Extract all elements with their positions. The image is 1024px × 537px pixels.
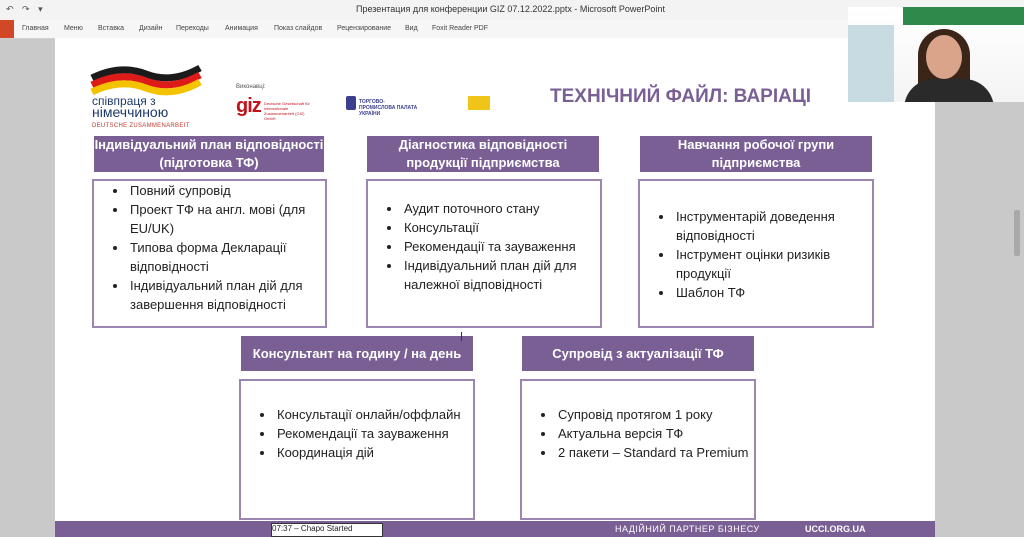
footer-partner-text: НАДІЙНИЙ ПАРТНЕР БІЗНЕСУ [615, 524, 760, 534]
card4-box [239, 379, 475, 520]
giz-logo: giz [236, 95, 261, 117]
file-tab[interactable] [0, 20, 14, 38]
mouse-cursor-icon [461, 332, 468, 341]
tab-view[interactable]: Вид [405, 25, 418, 32]
list-item: • Інструментарій доведення відповідності [674, 207, 872, 245]
card3-header [640, 136, 872, 172]
presenter-face [926, 35, 962, 79]
window-title: Презентация для конференции GIZ 07.12.2022.pptx - Microsoft PowerPoint [356, 4, 665, 14]
list-item: • Супровід протягом 1 року [556, 405, 754, 424]
webcam-overlay [848, 7, 1024, 102]
list-item: • Аудит поточного стану [402, 199, 600, 218]
list-item: • Координація дій [275, 443, 473, 462]
list-item: • Проект ТФ на англ. мові (для EU/UK) [128, 200, 325, 238]
card2-list [368, 199, 600, 294]
list-item: • Рекомендації та зауваження [275, 424, 473, 443]
footer-site-link[interactable]: UCCI.ORG.UA [805, 524, 866, 534]
card2-header [367, 136, 599, 172]
card1-list [94, 181, 325, 314]
card3-list [640, 207, 872, 302]
caption-box: 07:37 – Chapo Started [271, 523, 383, 537]
list-item: • Шаблон ТФ [674, 283, 872, 302]
tab-slideshow[interactable]: Показ слайдов [274, 25, 323, 32]
list-item: • Повний супровід [128, 181, 325, 200]
webcam-side-panel [848, 25, 894, 102]
card4-header [241, 336, 473, 371]
cooperation-logo-text [92, 96, 190, 132]
card4-header-text: Консультант на годину / на день [252, 345, 462, 361]
list-item: • Індивідуальний план дій для завершення відповідності [128, 276, 325, 314]
list-item: • Консультації онлайн/оффлайн [275, 405, 473, 424]
tab-design[interactable]: Дизайн [139, 25, 163, 32]
tab-review[interactable]: Рецензирование [337, 25, 392, 32]
quick-access-toolbar[interactable]: ↶ ↷ ▾ [6, 4, 46, 14]
tab-menu[interactable]: Меню [64, 25, 83, 32]
card5-box [520, 379, 756, 520]
tab-insert[interactable]: Вставка [98, 25, 125, 32]
coop-line2: німеччиною [92, 104, 169, 120]
partner-logo-icon [468, 96, 490, 110]
coop-sub: DEUTSCHE ZUSAMMENARBEIT [92, 123, 190, 129]
slide-title: ТЕХНІЧНИЙ ФАЙЛ: ВАРІАЦІ [550, 86, 811, 107]
coop-line1: співпраця з [92, 94, 156, 108]
german-flag-logo-icon [90, 62, 202, 98]
card1-header [94, 136, 324, 172]
card3-box [638, 179, 874, 328]
executors-label: Виконавці: [236, 84, 266, 90]
card5-header-text: Супровід з актуалізації ТФ [552, 345, 724, 361]
slide-footer [55, 521, 935, 537]
vertical-scrollbar[interactable] [1014, 210, 1020, 256]
card4-list [241, 405, 473, 462]
card5-list [522, 405, 754, 462]
list-item: • 2 пакети – Standard та Premium [556, 443, 754, 462]
list-item: • Інструмент оцінки ризиків продукції [674, 245, 872, 283]
card2-box [366, 179, 602, 328]
tab-animation[interactable]: Анимация [225, 25, 258, 32]
tab-foxit[interactable]: Foxit Reader PDF [432, 25, 489, 32]
card3-header-text: Навчання робочої групи підприємства [677, 137, 835, 170]
list-item: • Рекомендації та зауваження [402, 237, 600, 256]
card5-header [522, 336, 754, 371]
card1-box [92, 179, 327, 328]
list-item: • Актуальна версія ТФ [556, 424, 754, 443]
card1-header-text: Індивідуальний план відповідності (підготовка ТФ) [94, 137, 324, 170]
tab-transitions[interactable]: Переходы [176, 25, 209, 32]
list-item: • Типова форма Декларації відповідності [128, 238, 325, 276]
card2-header-text: Діагностика відповідності продукції підприємства [398, 137, 568, 170]
list-item: • Консультації [402, 218, 600, 237]
giz-logo-text: Deutsche Gesellschaft für Internationale Zusammenarbeit (GIZ) GmbH [264, 101, 310, 121]
tab-home[interactable]: Главная [22, 25, 49, 32]
list-item: • Індивідуальний план дій для належної відповідності [402, 256, 600, 294]
webcam-green-banner [903, 7, 1024, 25]
tpp-logo-icon [346, 96, 356, 110]
tpp-logo-text: ТОРГОВО-ПРОМИСЛОВА ПАЛАТА УКРАЇНИ [359, 99, 418, 117]
